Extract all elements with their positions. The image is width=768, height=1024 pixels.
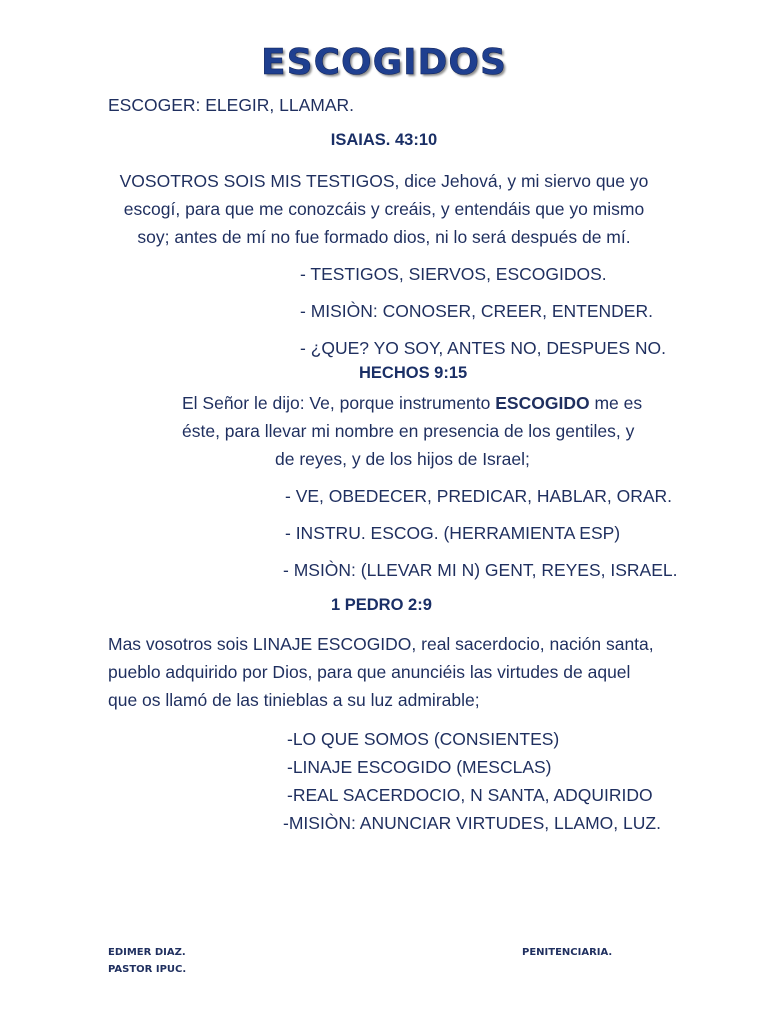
- reference-pedro: 1 PEDRO 2:9: [331, 596, 432, 614]
- reference-isaias: ISAIAS. 43:10: [330, 131, 438, 149]
- point-item: -LINAJE ESCOGIDO (MESCLAS): [287, 757, 552, 777]
- verse-emphasis: ESCOGIDO: [495, 393, 590, 413]
- point-item: - MSIÒN: (LLEVAR MI N) GENT, REYES, ISRAEL.: [283, 560, 678, 580]
- verse-line: soy; antes de mí no fue formado dios, ni lo será después de mí.: [137, 227, 631, 247]
- reference-hechos: HECHOS 9:15: [359, 364, 468, 382]
- verse-line: éste, para llevar mi nombre en presencia de los gentiles, y: [182, 421, 635, 441]
- verse-line: de reyes, y de los hijos de Israel;: [275, 449, 530, 469]
- point-item: - VE, OBEDECER, PREDICAR, HABLAR, ORAR.: [285, 486, 673, 506]
- verse-line: [182, 390, 642, 416]
- point-item: - TESTIGOS, SIERVOS, ESCOGIDOS.: [300, 264, 607, 284]
- point-item: - ¿QUE? YO SOY, ANTES NO, DESPUES NO.: [300, 338, 666, 358]
- verse-text: El Señor le dijo: Ve, porque instrumento: [182, 393, 496, 413]
- verse-line: pueblo adquirido por Dios, para que anunciéis las virtudes de aquel: [108, 662, 631, 682]
- point-item: -MISIÒN: ANUNCIAR VIRTUDES, LLAMO, LUZ.: [283, 813, 661, 833]
- point-item: - MISIÒN: CONOSER, CREER, ENTENDER.: [300, 301, 653, 321]
- document-title: ESCOGIDOS: [261, 42, 507, 83]
- verse-line: VOSOTROS SOIS MIS TESTIGOS, dice Jehová, y mi siervo que yo: [119, 171, 649, 191]
- point-item: -REAL SACERDOCIO, N SANTA, ADQUIRIDO: [287, 785, 653, 805]
- definition-line: ESCOGER: ELEGIR, LLAMAR.: [108, 95, 355, 115]
- verse-text: me es: [589, 393, 643, 413]
- verse-line: Mas vosotros sois LINAJE ESCOGIDO, real sacerdocio, nación santa,: [108, 634, 654, 654]
- point-item: -LO QUE SOMOS (CONSIENTES): [287, 729, 560, 749]
- verse-line: escogí, para que me conozcáis y creáis, y entendáis que yo mismo: [123, 199, 645, 219]
- point-item: - INSTRU. ESCOG. (HERRAMIENTA ESP): [285, 523, 621, 543]
- footer-author-name: EDIMER DIAZ.: [108, 947, 186, 958]
- footer-location: PENITENCIARIA.: [522, 947, 613, 958]
- footer-author-role: PASTOR IPUC.: [108, 964, 187, 975]
- verse-line: que os llamó de las tinieblas a su luz admirable;: [108, 690, 480, 710]
